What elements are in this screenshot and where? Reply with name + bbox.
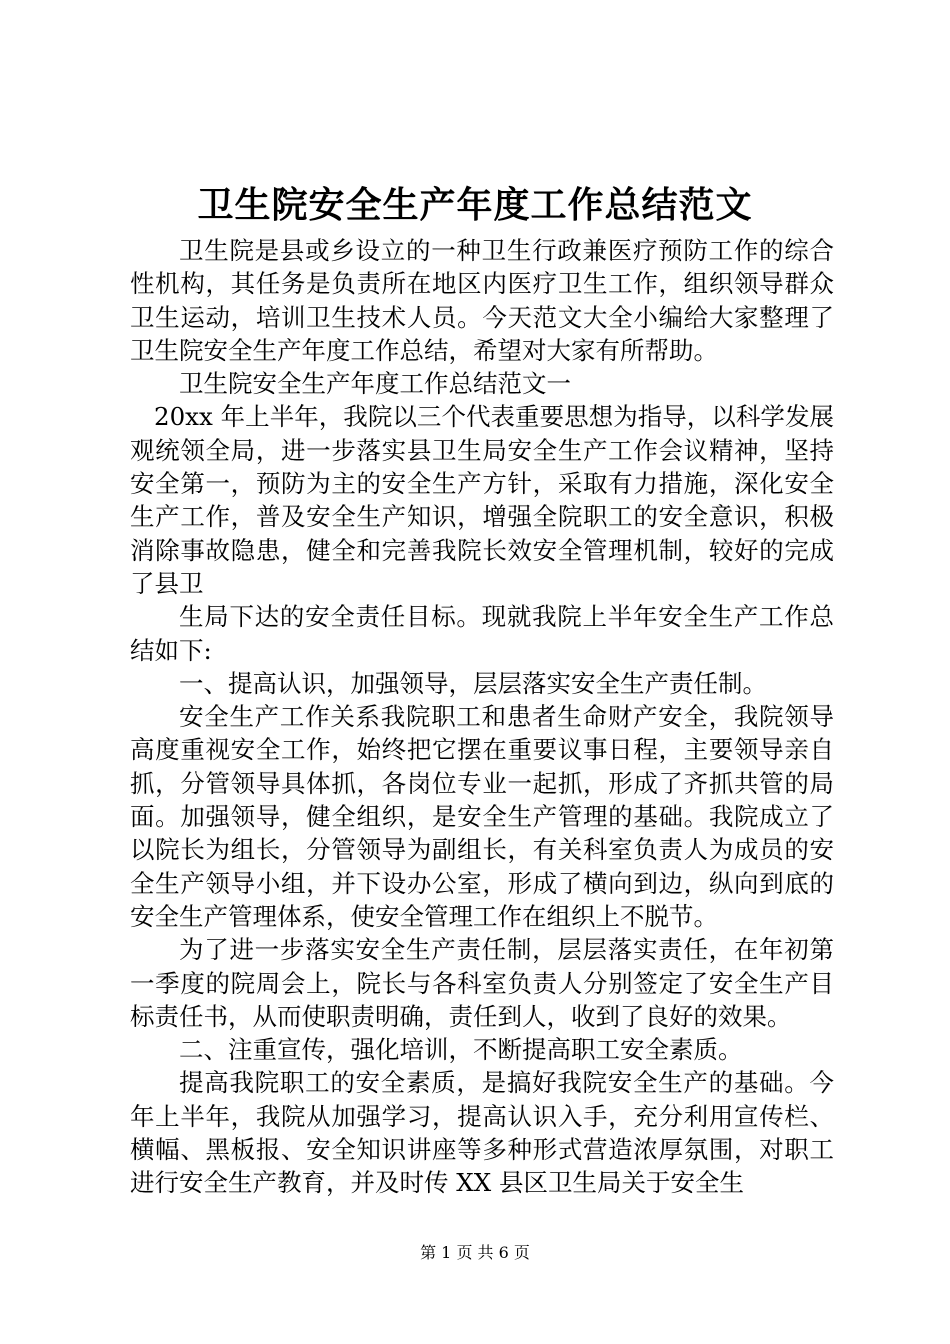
paragraph-responsibility: 为了进一步落实安全生产责任制，层层落实责任，在年初第一季度的院周会上，院长与各科室负责人分别签定了安全生产目标责任书，从而使职责明确，责任到人，收到了良好的效果。 — [130, 935, 834, 1031]
page-footer: 第 1 页 共 6 页 — [420, 1243, 530, 1262]
paragraph-leadership: 安全生产工作关系我院职工和患者生命财产安全，我院领导高度重视安全工作，始终把它摆在重要议事日程，主要领导亲自抓，分管领导具体抓，各岗位专业一起抓，形成了齐抓共管的局面。加强领导，健全组织，是安全生产管理的基础。我院成立了以院长为组长，分管领导为副组长，有关科室负责人为成员的安全生产领导小组，并下设办公室，形成了横向到边，纵向到底的安全生产管理体系，使安全管理工作在组织上不脱节。 — [130, 702, 834, 931]
paragraph-overview: 20xx 年上半年，我院以三个代表重要思想为指导，以科学发展观统领全局，进一步落实县卫生局安全生产工作会议精神，坚持安全第一，预防为主的安全生产方针，采取有力措施，深化安全生产工作，普及安全生产知识，增强全院职工的安全意识，积极消除事故隐患，健全和完善我院长效安全管理机制，较好的完成了县卫 — [130, 402, 834, 598]
document-title: 卫生院安全生产年度工作总结范文 — [197, 184, 753, 226]
paragraph-heading-2: 二、注重宣传，强化培训，不断提高职工安全素质。 — [179, 1035, 743, 1065]
paragraph-subtitle: 卫生院安全生产年度工作总结范文一 — [179, 369, 571, 399]
paragraph-intro: 卫生院是县或乡设立的一种卫生行政兼医疗预防工作的综合性机构，其任务是负责所在地区内医疗卫生工作，组织领导群众卫生运动，培训卫生技术人员。今天范文大全小编给大家整理了卫生院安全生产年度工作总结，希望对大家有所帮助。 — [130, 236, 834, 365]
document-body — [130, 234, 834, 1200]
paragraph-training: 提高我院职工的安全素质，是搞好我院安全生产的基础。今年上半年，我院从加强学习，提高认识入手，充分利用宣传栏、横幅、黑板报、安全知识讲座等多种形式营造浓厚氛围，对职工进行安全生产教育，并及时传 XX 县区卫生局关于安全生 — [130, 1068, 834, 1198]
paragraph-continuation: 生局下达的安全责任目标。现就我院上半年安全生产工作总结如下: — [130, 602, 834, 665]
paragraph-heading-1: 一、提高认识，加强领导，层层落实安全生产责任制。 — [179, 668, 767, 698]
